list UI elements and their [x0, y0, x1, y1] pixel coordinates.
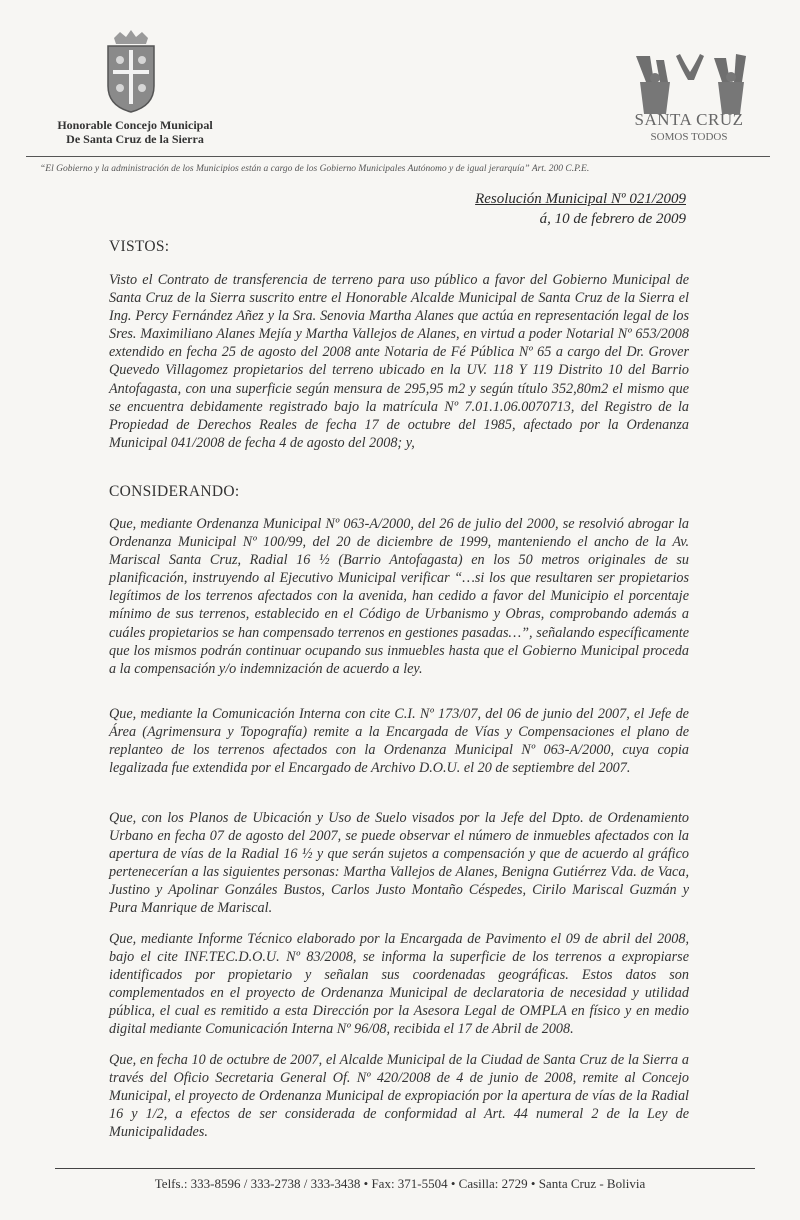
considerando-paragraph-5: Que, en fecha 10 de octubre de 2007, el Alcalde Municipal de la Ciudad de Santa Cruz de la Sierra a través del Oficio Secretaria General Of. Nº 420/2008 de 4 de junio de 2008, remite al Concejo Municipal, el proyecto de Ordenanza Municipal de expropiación por la apertura de vías de la Radial 16 y 1/2, a efectos de ser considerada de conformidad al Art. 44 numeral 2 de la Ley de Municipalidades. — [109, 1052, 689, 1141]
council-line-1: Honorable Concejo Municipal — [57, 118, 213, 132]
council-name — [40, 118, 230, 146]
vistos-paragraph: Visto el Contrato de transferencia de terreno para uso público a favor del Gobierno Municipal de Santa Cruz de la Sierra suscrito entre el Honorable Alcalde Municipal de Santa Cruz de la Sierra el Ing. Percy Fernández Añez y la Sra. Senovia Martha Alanes que actúa en representación legal de los Sres. Maximiliano Alanes Mejía y Martha Vallejos de Alanes, en virtud a poder Notarial Nº 653/2008 extendido en fecha 25 de agosto del 2008 ante Notaria de Fé Pública Nº 65 a cargo del Dr. Grover Quevedo Villagomez propietarios del terreno ubicado en la UV. 118 Y 119 Distrito 10 del Barrio Antofagasta, con una superficie según mensura de 295,95 m2 y según título 352,80m2 el mismo que se encuentra debidamente registrado bajo la matrícula Nº 7.01.1.06.0070713, del Registro de la Propiedad de Derechos Reales de fecha 17 de octubre del 1985, afectado por la Ordenanza Municipal 041/2008 de fecha 4 de agosto del 2008; y, — [109, 272, 689, 451]
considerando-paragraph-3: Que, con los Planos de Ubicación y Uso de Suelo visados por la Jefe del Dpto. de Ordenamiento Urbano en fecha 07 de agosto del 2007, se puede observar el número de inmuebles afectados con la apertura de vías de la Radial 16 ½ y que serán sujetos a compensación y que de acuerdo al gráfico pertenecerían a las siguientes personas: Martha Vallejos de Alanes, Benigna Gutiérrez Vda. de Vaca, Justino y Apolinar Gonzáles Bustos, Carlos Justo Montaño Céspedes, Cirilo Mariscal Guzmán y Pura Manrique de Mariscal. — [109, 810, 689, 917]
considerando-paragraph-1: Que, mediante Ordenanza Municipal Nº 063-A/2000, del 26 de julio del 2000, se resolvió abrogar la Ordenanza Municipal Nº 100/99, del 20 de diciembre de 1999, manteniendo el ancho de la Av. Mariscal Santa Cruz, Radial 16 ½ (Barrio Antofagasta) en los 50 metros originales de su planificación, instruyendo al Ejecutivo Municipal verificar “…si los que resultaren ser propietarios legítimos de los terrenos afectados con la avenida, han cedido a favor del Municipio el porcentaje mínimo de sus terrenos, establecido en el Código de Urbanismo y Obras, comprobando además a cuáles propietarios se han compensado terrenos en gestiones pasadas…”, señalando específicamente que los mismos podrán continuar ocupando sus inmuebles hasta que el Gobierno Municipal proceda a la compensación y/o indemnización de acuerdo a ley. — [109, 516, 689, 677]
considerando-paragraph-2: Que, mediante la Comunicación Interna con cite C.I. Nº 173/07, del 06 de junio del 2007, el Jefe de Área (Agrimensura y Topografía) remite a la Encargada de Vías y Compensaciones el plano de replanteo de los terrenos afectados con la Ordenanza Municipal Nº 063-A/2000, cuya copia legalizada fue extendida por el Encargado de Archivo D.O.U. el 20 de septiembre del 2007. — [109, 706, 689, 777]
brand-name: SANTA CRUZ — [634, 110, 744, 129]
constitution-quote: “El Gobierno y la administración de los Municipios están a cargo de los Gobierno Municipales Autónomo y de igual jerarquía” Art. 200 C.P.E. — [40, 164, 590, 174]
council-line-2: De Santa Cruz de la Sierra — [66, 132, 204, 146]
resolution-date: á, 10 de febrero de 2009 — [539, 211, 686, 227]
brand-tagline: SOMOS TODOS — [650, 131, 728, 143]
considerando-heading: CONSIDERANDO: — [109, 483, 240, 500]
resolution-title: Resolución Municipal Nº 021/2009 — [475, 191, 686, 207]
considerando-paragraph-4: Que, mediante Informe Técnico elaborado por la Encargada de Pavimento el 09 de abril del 2008, bajo el cite INF.TEC.D.O.U. Nº 83/2008, se informa la superficie de los terrenos a expropiarse identificados por propietario y señalan sus coordenadas geográficas. Estos datos son complementados en el proyecto de Ordenanza Municipal de declaratoria de necesidad y utilidad pública, el cual es remitido a esta Dirección por la Asesora Legal de OMPLA en físico y en medio digital mediante Comunicación Interna Nº 96/08, recibida el 17 de Abril de 2008. — [109, 931, 689, 1038]
vistos-heading: VISTOS: — [109, 238, 170, 255]
footer-divider — [55, 1168, 755, 1169]
footer-contact: Telfs.: 333-8596 / 333-2738 / 333-3438 • Fax: 371-5504 • Casilla: 2729 • Santa Cruz - Bolivia — [154, 1176, 646, 1191]
municipal-crest-icon — [100, 28, 162, 114]
header-divider — [26, 156, 770, 157]
